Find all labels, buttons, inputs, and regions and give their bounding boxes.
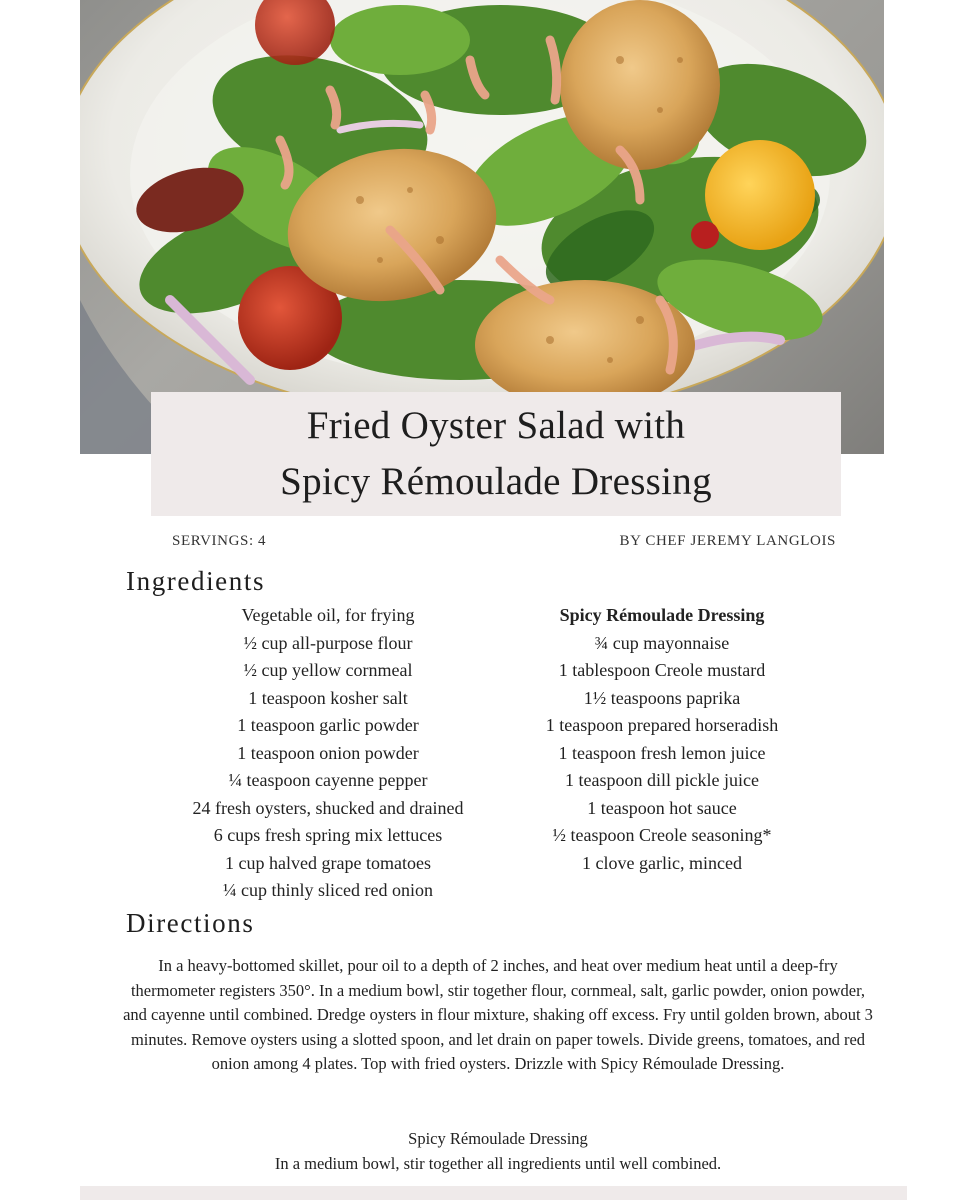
ingredient-item: ¼ cup thinly sliced red onion [223,880,433,900]
directions-paragraph: In a heavy-bottomed skillet, pour oil to a depth of 2 inches, and heat over medium heat until a deep-fry thermometer registers 350°. In a medium bowl, stir together flour, cornmeal, salt, garlic powder, onion powder, and cayenne until combined. Dredge oysters in flour mixture, shaking off excess. Fry until golden brown, about 3 minutes. Remove oysters using a slotted spoon, and let drain on paper towels. Divide greens, tomatoes, and red onion among 4 plates. Top with fried oysters. Drizzle with Spicy Rémoulade Dressing. [123,956,873,1074]
ingredient-item: 1 tablespoon Creole mustard [558,660,766,680]
recipe-title-card [151,392,841,516]
ingredient-item: 1½ teaspoons paprika [583,687,741,708]
recipe-title-line-2: Spicy Rémoulade Dressing [280,460,712,503]
recipe-title-line-1: Fried Oyster Salad with [306,404,686,447]
dressing-directions [118,1126,878,1176]
ingredient-item: 1 clove garlic, minced [582,852,742,873]
ingredient-item: Vegetable oil, for frying [241,605,415,625]
servings-label: SERVINGS: 4 [172,533,267,549]
ingredient-item: 6 cups fresh spring mix lettuces [213,825,443,845]
ingredient-item: 24 fresh oysters, shucked and drained [192,797,464,818]
dressing-ingredients-list [482,602,842,877]
ingredient-item: 1 teaspoon hot sauce [587,797,737,818]
dressing-directions-text: In a medium bowl, stir together all ingredients until well combined. [274,1154,722,1173]
ingredient-item: 1 teaspoon dill pickle juice [565,770,759,790]
ingredient-item: 1 teaspoon prepared horseradish [545,715,779,735]
hero-photo [80,0,884,454]
ingredients-heading: Ingredients [126,566,266,596]
dressing-subheading: Spicy Rémoulade Dressing [559,605,765,625]
ingredient-item: 1 teaspoon onion powder [237,742,419,763]
ingredient-item: 1 cup halved grape tomatoes [225,852,431,873]
footer-band [80,1186,907,1200]
salad-ingredients-list [127,602,529,905]
chef-byline: BY CHEF JEREMY LANGLOIS [619,533,836,549]
ingredient-item: ½ cup yellow cornmeal [243,660,413,680]
directions-heading: Directions [126,908,255,938]
ingredient-item: 1 teaspoon kosher salt [248,687,408,708]
ingredient-item: ½ cup all-purpose flour [243,632,413,653]
ingredient-item: 1 teaspoon fresh lemon juice [558,742,766,763]
ingredient-item: ¼ teaspoon cayenne pepper [228,770,428,790]
ingredient-item: ½ teaspoon Creole seasoning* [552,825,772,845]
ingredient-item: 1 teaspoon garlic powder [237,715,419,735]
dressing-directions-heading: Spicy Rémoulade Dressing [408,1129,588,1148]
salad-plate-illustration [80,0,884,454]
ingredient-item: ¾ cup mayonnaise [594,632,730,653]
